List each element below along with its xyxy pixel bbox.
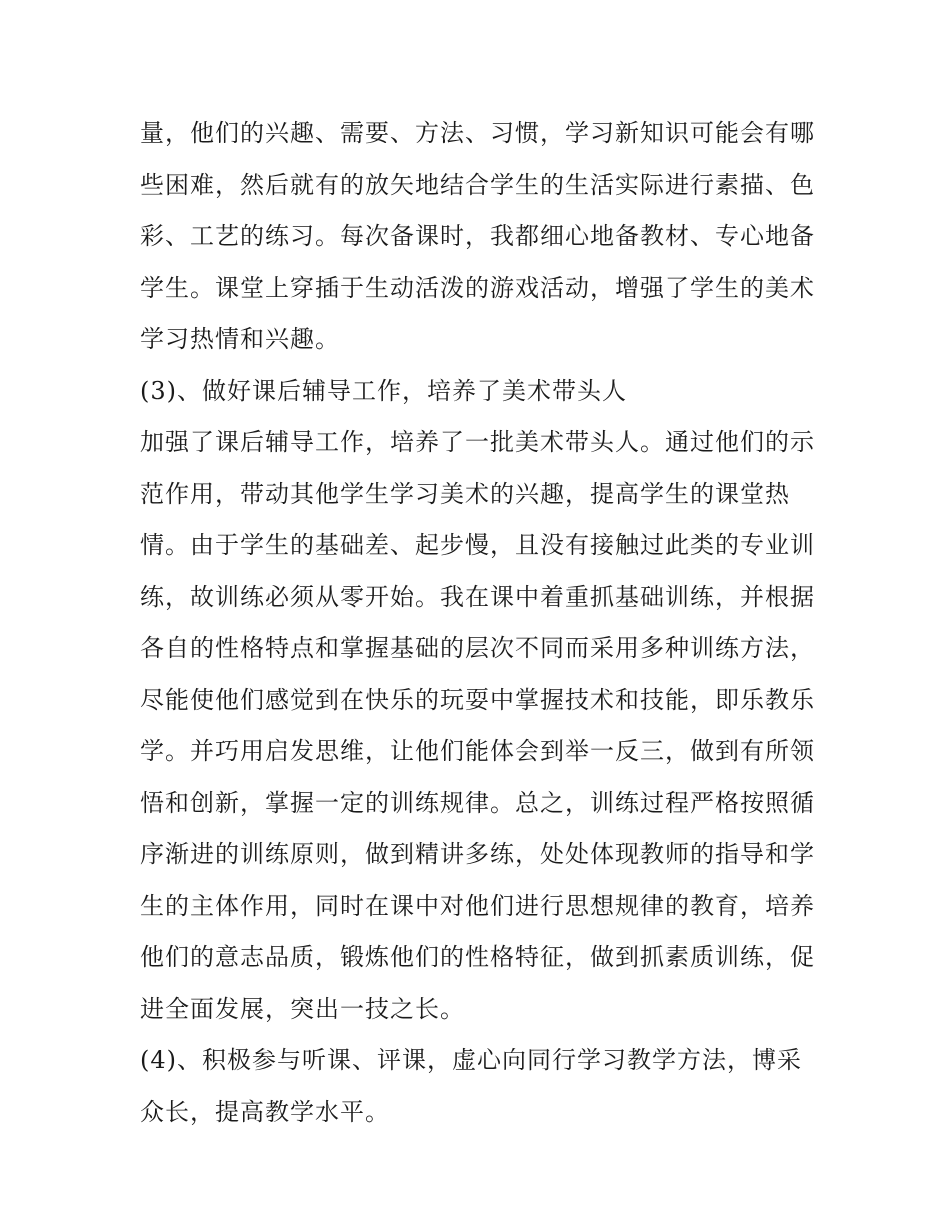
text-line: 练，故训练必须从零开始。我在课中着重抓基础训练，并根据 bbox=[140, 582, 815, 611]
text-line: 尽能使他们感觉到在快乐的玩耍中掌握技术和技能，即乐教乐 bbox=[140, 685, 815, 714]
text-line: 学生。课堂上穿插于生动活泼的游戏活动，增强了学生的美术 bbox=[140, 273, 815, 302]
text-line: 他们的意志品质，锻炼他们的性格特征，做到抓素质训练，促 bbox=[140, 943, 815, 971]
text-line: 悟和创新，掌握一定的训练规律。总之，训练过程严格按照循 bbox=[140, 788, 815, 817]
body-text bbox=[140, 108, 820, 1138]
text-line: 序渐进的训练原则，做到精讲多练，处处体现教师的指导和学 bbox=[140, 840, 815, 868]
text-line: 各自的性格特点和掌握基础的层次不同而采用多种训练方法， bbox=[140, 634, 815, 662]
text-line: 彩、工艺的练习。每次备课时，我都细心地备教材、专心地备 bbox=[140, 222, 815, 250]
text-line: 量，他们的兴趣、需要、方法、习惯，学习新知识可能会有哪 bbox=[140, 119, 815, 147]
text-line: 加强了课后辅导工作，培养了一批美术带头人。通过他们的示 bbox=[140, 428, 815, 456]
text-line: 众长，提高教学水平。 bbox=[140, 1097, 390, 1126]
text-line: 学。并巧用启发思维，让他们能体会到举一反三，做到有所领 bbox=[140, 737, 815, 765]
text-line: 进全面发展，突出一技之长。 bbox=[140, 994, 465, 1023]
text-line: 学习热情和兴趣。 bbox=[140, 325, 340, 353]
section-heading-4: (4)、积极参与听课、评课，虚心向同行学习教学方法，博采 bbox=[140, 1046, 802, 1074]
text-line: 生的主体作用，同时在课中对他们进行思想规律的教育，培养 bbox=[140, 891, 815, 920]
section-heading-3: (3)、做好课后辅导工作，培养了美术带头人 bbox=[140, 376, 627, 405]
text-line: 范作用，带动其他学生学习美术的兴趣，提高学生的课堂热 bbox=[140, 479, 790, 508]
text-line: 情。由于学生的基础差、起步慢，且没有接触过此类的专业训 bbox=[140, 531, 815, 559]
text-line: 些困难，然后就有的放矢地结合学生的生活实际进行素描、色 bbox=[140, 170, 815, 199]
